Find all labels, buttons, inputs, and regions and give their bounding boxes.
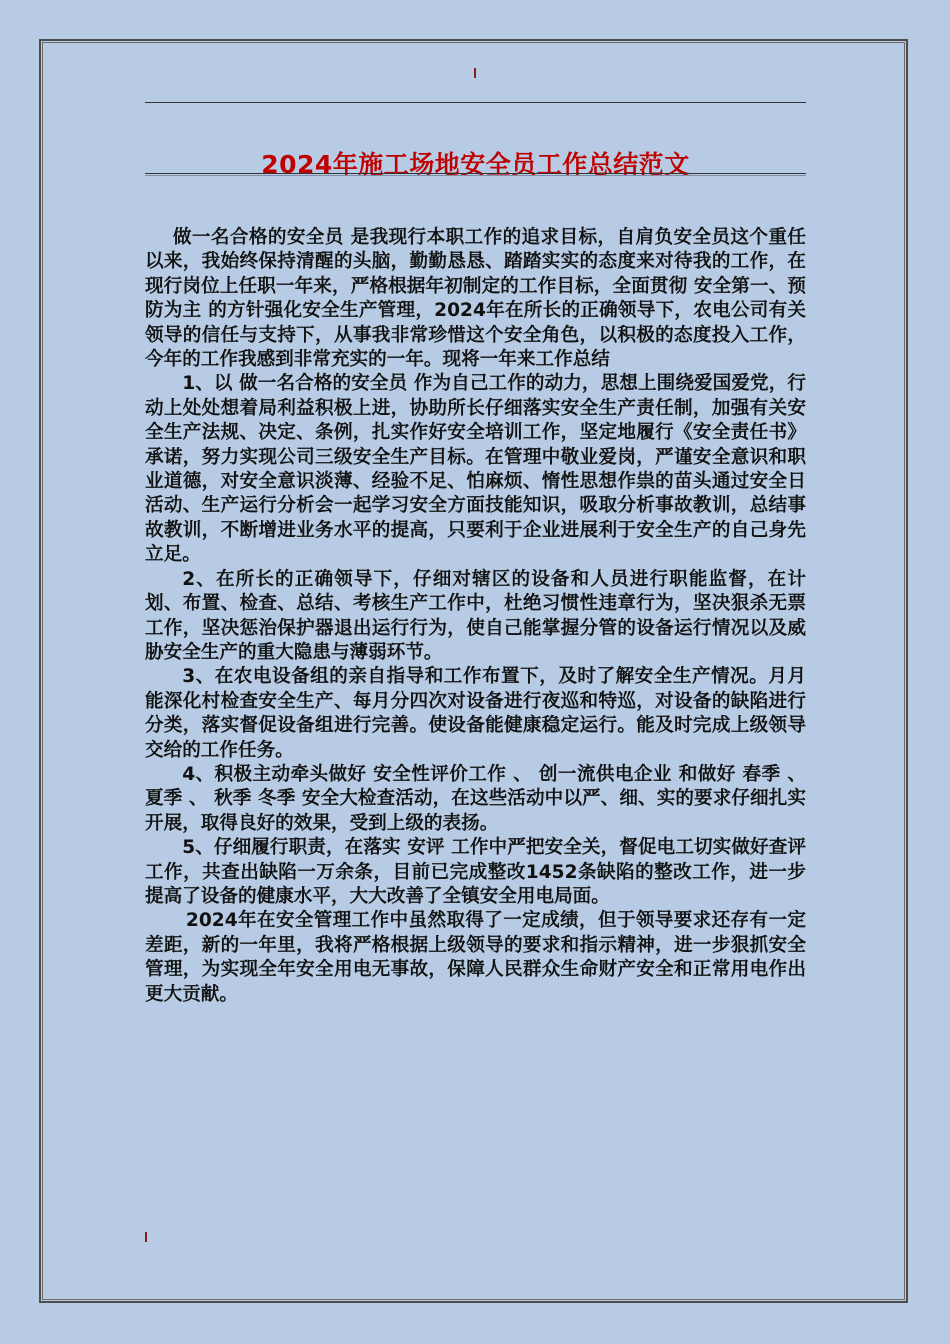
paragraph-item-2: 2、在所长的正确领导下，仔细对辖区的设备和人员进行职能监督，在计划、布置、检查、总结、考核生产工作中，杜绝习惯性违章行为，坚决狠杀无票工作，坚决惩治保护器退出运行行为，使自己能掌握分管的设备运行情况以及威胁安全生产的重大隐患与薄弱环节。 — [145, 568, 806, 663]
document-title: 2024年施工场地安全员工作总结范文 — [261, 149, 690, 179]
paragraph-conclusion: 2024年在安全管理工作中虽然取得了一定成绩，但于领导要求还存有一定差距，新的一年里，我将严格根据上级领导的要求和指示精神，进一步狠抓安全管理，为实现全年安全用电无事故，保障人民群众生命财产安全和正常用电作出更大贡献。 — [145, 910, 806, 1005]
title-underline — [145, 173, 806, 174]
paragraph-item-3: 3、在农电设备组的亲自指导和工作布置下，及时了解安全生产情况。月月能深化村检查安全生产、每月分四次对设备进行夜巡和特巡，对设备的缺陷进行分类，落实督促设备组进行完善。使设备能健康稳定运行。能及时完成上级领导交给的工作任务。 — [145, 666, 806, 761]
paragraph-item-5: 5、仔细履行职责，在落实 安评 工作中严把安全关，督促电工切实做好查评工作，共查出缺陷一万余条，目前已完成整改1452条缺陷的整改工作，进一步提高了设备的健康水平，大大改善了全镇安全用电局面。 — [145, 837, 806, 907]
header-rule — [145, 102, 806, 103]
paragraph-item-1: 1、以 做一名合格的安全员 作为自己工作的动力，思想上围绕爱国爱党，行动上处处想着局利益积极上进，协助所长仔细落实安全生产责任制，加强有关安全生产法规、决定、条例，扎实作好安全培训工作，坚定地履行《安全责任书》承诺，努力实现公司三级安全生产目标。在管理中敬业爱岗，严谨安全意识和职业道德，对安全意识淡薄、经验不足、怕麻烦、惰性思想作祟的苗头通过安全日活动、生产运行分析会一起学习安全方面技能知识，吸取分析事故教训，总结事故教训，不断增进业务水平的提高，只要利于企业进展利于安全生产的自己身先立足。 — [145, 373, 806, 566]
footer-cursor-mark — [145, 1232, 147, 1242]
paragraph-intro: 做一名合格的安全员 是我现行本职工作的追求目标，自肩负安全员这个重任以来，我始终保持清醒的头脑，勤勤恳恳、踏踏实实的态度来对待我的工作，在现行岗位上任职一年来，严格根据年初制定的工作目标，全面贯彻 安全第一、预防为主 的方针强化安全生产管理，2024年在所长的正确领导下，农电公司有关领导的信任与支持下，从事我非常珍惜这个安全角色，以积极的态度投入工作，今年的工作我感到非常充实的一年。现将一年来工作总结 — [145, 227, 806, 371]
header-cursor-mark — [474, 68, 476, 78]
paragraph-item-4: 4、积极主动牵头做好 安全性评价工作 、 创一流供电企业 和做好 春季 、 夏季 、 秋季 冬季 安全大检查活动，在这些活动中以严、细、实的要求仔细扎实开展，取得良好的效果，受到上级的表扬。 — [145, 763, 806, 834]
document-body — [145, 226, 806, 1007]
